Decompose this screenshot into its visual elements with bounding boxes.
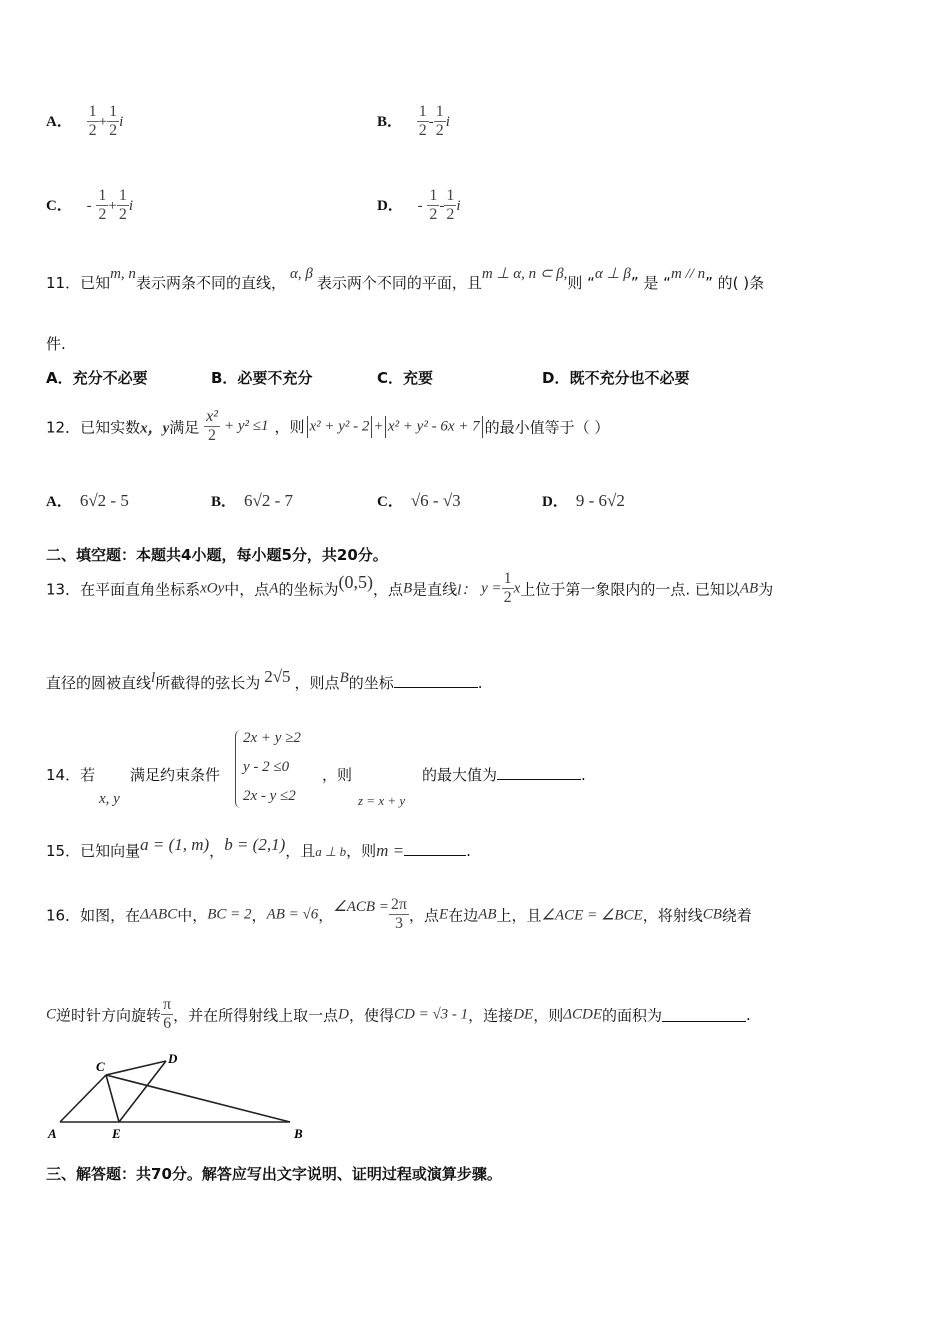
- question-13-line-1: 13．在平面直角坐标系xOy中，点A的坐标为(0,5)，点B是直线l： y = $\frac{1}{2}$ x上位于第一象限内的一点. 已知以AB为: [46, 570, 774, 607]
- objective-z: z = x + y: [358, 793, 406, 808]
- question-11-line-2: 件.: [46, 335, 66, 353]
- constraint-brace: [235, 730, 242, 808]
- question-16-line-1: 16．如图，在ΔABC中，BC = 2，AB = √6，∠ACB = $\frac{2\pi}{3}$ ，点E在边AB上，且∠ACE = ∠BCE，将射线CB绕着: [46, 896, 752, 933]
- q12-option-b: B． 6√2 - 7: [211, 491, 294, 510]
- fraction: $\frac{2\pi}{3}$: [390, 896, 407, 933]
- answer-blank[interactable]: [497, 765, 581, 780]
- question-15: 15．已知向量a = (1, m)，b = (2,1)，且a ⊥ b，则m = .: [46, 835, 471, 860]
- constraint-2: y - 2 ≤0: [243, 759, 290, 775]
- question-16-line-2: C逆时针方向旋转 $\frac{\pi}{6}$ ，并在所得射线上取一点D，使得CD = √3 - 1，连接DE，则ΔCDE的面积为 .: [46, 996, 751, 1033]
- option-b: B． $\frac{1}{2}$ - $\frac{1}{2}$ i: [377, 103, 450, 140]
- answer-blank[interactable]: [394, 673, 478, 688]
- label-e: E: [112, 1126, 121, 1141]
- fraction: $\frac{1}{2}$: [118, 187, 127, 224]
- label-d: D: [168, 1051, 178, 1066]
- q11-option-d: D．既不充分也不必要: [542, 369, 690, 387]
- fraction: $\frac{1}{2}$: [88, 103, 97, 140]
- question-11-line-1: 11．已知m, n表示两条不同的直线， α, β 表示两个不同的平面，且m ⊥ α, n ⊂ β,则 “α ⊥ β” 是 “m // n” 的( )条: [46, 266, 765, 292]
- option-c: C． - $\frac{1}{2}$ + $\frac{1}{2}$ i: [46, 187, 134, 224]
- fraction: $\frac{1}{2}$: [98, 187, 107, 224]
- section-2-heading: 二、填空题：本题共4小题，每小题5分，共20分。: [46, 546, 388, 564]
- constraint-3: 2x - y ≤2: [243, 788, 296, 804]
- segment-cb: [106, 1075, 290, 1122]
- q12-option-c: C． √6 - √3: [377, 491, 461, 510]
- question-12: 12．已知实数x，y满足 $\frac{\text{x²}}{2}$ + y² ≤1 ，则 x² + y² - 2 + x² + y² - 6x + 7 的最小值等于（ ）: [46, 408, 610, 445]
- question-14-then: ，则: [322, 766, 353, 784]
- label-b: B: [294, 1126, 303, 1141]
- q11-option-a: A．充分不必要: [46, 369, 148, 387]
- fraction: $\frac{\text{x²}}{2}$: [206, 408, 218, 445]
- segment-ac: [60, 1075, 106, 1122]
- triangle-figure: [46, 1048, 306, 1144]
- question-14-end: 的最大值为 .: [422, 766, 586, 784]
- fraction: $\frac{1}{2}$: [418, 103, 427, 140]
- section-3-heading: 三、解答题：共70分。解答应写出文字说明、证明过程或演算步骤。: [46, 1165, 502, 1183]
- q12-option-d: D． 9 - 6√2: [542, 491, 625, 510]
- option-a: A． $\frac{1}{2}$ + $\frac{1}{2}$ i: [46, 103, 124, 140]
- fraction: $\frac{\pi}{6}$: [163, 996, 172, 1033]
- fraction: $\frac{1}{2}$: [429, 187, 438, 224]
- q12-option-a: A． 6√2 - 5: [46, 491, 129, 510]
- fraction: $\frac{1}{2}$: [503, 570, 512, 607]
- option-d: D． - $\frac{1}{2}$ - $\frac{1}{2}$ i: [377, 187, 461, 224]
- label-c: C: [96, 1059, 105, 1074]
- fraction: $\frac{1}{2}$: [446, 187, 455, 224]
- segment-ce: [106, 1075, 119, 1122]
- answer-blank[interactable]: [404, 841, 466, 856]
- q11-option-c: C．充要: [377, 369, 434, 387]
- question-14-text: 满足约束条件: [130, 766, 221, 784]
- question-13-line-2: 直径的圆被直线l所截得的弦长为 2√5 ，则点B的坐标 .: [46, 667, 483, 692]
- label-a: A: [48, 1126, 57, 1141]
- question-14-num: 14．若: [46, 766, 96, 784]
- answer-blank[interactable]: [662, 1007, 746, 1022]
- variables-xy: x, y: [99, 791, 120, 807]
- constraint-1: 2x + y ≥2: [243, 730, 301, 746]
- q11-option-b: B．必要不充分: [211, 369, 313, 387]
- fraction: $\frac{1}{2}$: [109, 103, 118, 140]
- fraction: $\frac{1}{2}$: [435, 103, 444, 140]
- option-letter: A．: [46, 113, 72, 130]
